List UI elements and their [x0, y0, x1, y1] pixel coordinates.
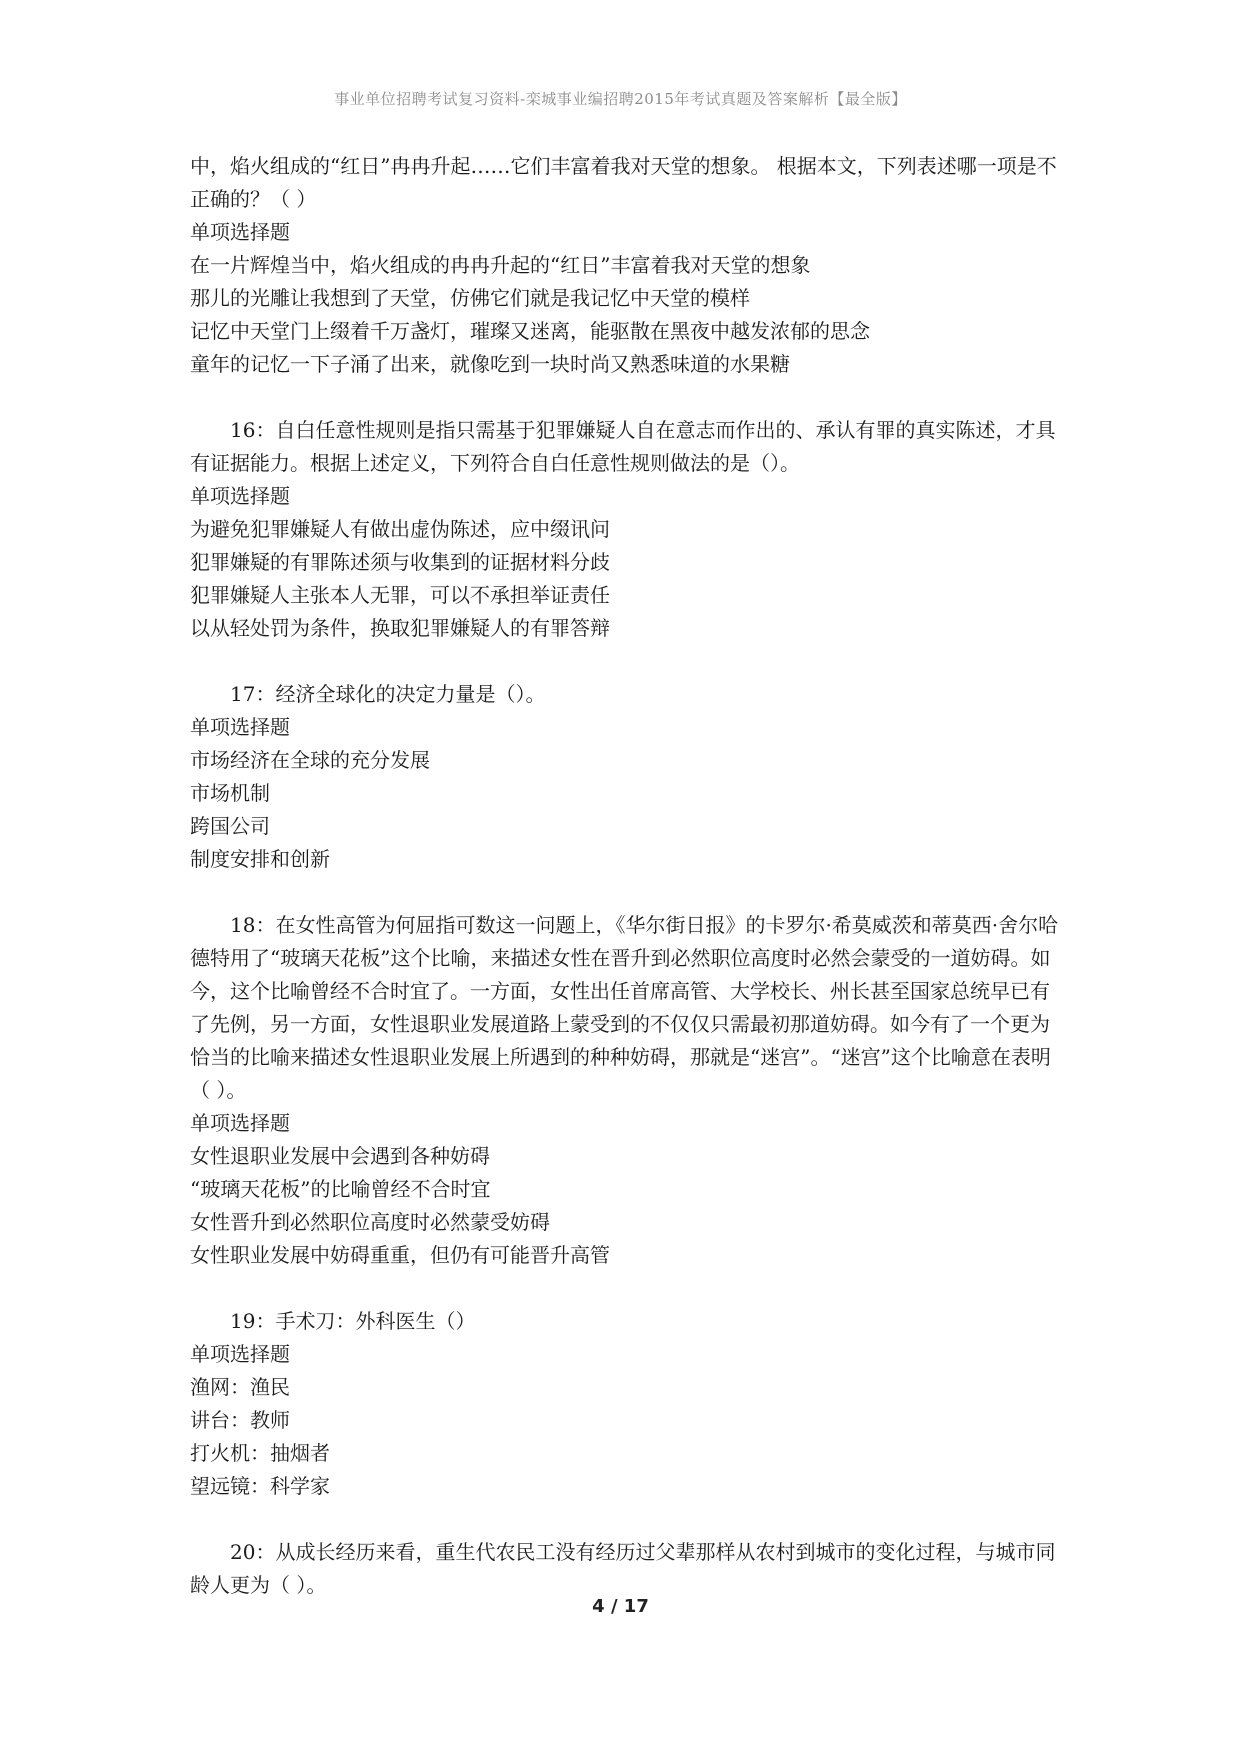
- question-block-19: [190, 1305, 1062, 1503]
- option-b: 讲台：教师: [190, 1408, 290, 1432]
- question-stem: 17：经济全球化的决定力量是（）。: [230, 682, 546, 706]
- option-b: 市场机制: [190, 781, 270, 805]
- page-indicator: 4 / 17: [592, 1596, 649, 1617]
- question-type: 单项选择题: [190, 484, 290, 508]
- document-header: 事业单位招聘考试复习资料-栾城事业编招聘2015年考试真题及答案解析【最全版】: [334, 90, 907, 108]
- option-d: 望远镜：科学家: [190, 1474, 330, 1498]
- question-stem: 19：手术刀：外科医生（）: [230, 1309, 476, 1333]
- question-stem: 16：自白任意性规则是指只需基于犯罪嫌疑人自在意志而作出的、承认有罪的真实陈述，才具有证据能力。根据上述定义，下列符合自白任意性规则做法的是（）。: [190, 418, 1056, 475]
- option-d: 童年的记忆一下子涌了出来，就像吃到一块时尚又熟悉味道的水果糖: [190, 352, 790, 376]
- question-block-carryover: [190, 150, 1062, 381]
- option-c: 跨国公司: [190, 814, 270, 838]
- question-type: 单项选择题: [190, 1111, 290, 1135]
- question-type: 单项选择题: [190, 715, 290, 739]
- option-d: 以从轻处罚为条件，换取犯罪嫌疑人的有罪答辩: [190, 616, 610, 640]
- option-b: 那儿的光雕让我想到了天堂，仿佛它们就是我记忆中天堂的模样: [190, 286, 750, 310]
- question-block-18: [190, 909, 1062, 1272]
- option-a: 在一片辉煌当中，焰火组成的冉冉升起的“红日”丰富着我对天堂的想象: [190, 253, 811, 277]
- option-c: 记忆中天堂门上缀着千万盏灯，璀璨又迷离，能驱散在黑夜中越发浓郁的思念: [190, 319, 870, 343]
- option-c: 打火机：抽烟者: [190, 1441, 330, 1465]
- option-a: 女性退职业发展中会遇到各种妨碍: [190, 1144, 490, 1168]
- option-d: 制度安排和创新: [190, 847, 330, 871]
- question-block-17: [190, 678, 1062, 876]
- option-b: “玻璃天花板”的比喻曾经不合时宜: [190, 1177, 491, 1201]
- question-type: 单项选择题: [190, 1342, 290, 1366]
- option-a: 渔网：渔民: [190, 1375, 290, 1399]
- question-block-16: [190, 414, 1062, 645]
- question-type: 单项选择题: [190, 220, 290, 244]
- option-a: 为避免犯罪嫌疑人有做出虚伪陈述，应中缀讯问: [190, 517, 610, 541]
- option-c: 女性晋升到必然职位高度时必然蒙受妨碍: [190, 1210, 550, 1234]
- option-a: 市场经济在全球的充分发展: [190, 748, 430, 772]
- option-d: 女性职业发展中妨碍重重，但仍有可能晋升高管: [190, 1243, 610, 1267]
- document-body: [190, 150, 1062, 1602]
- option-c: 犯罪嫌疑人主张本人无罪，可以不承担举证责任: [190, 583, 610, 607]
- question-stem: 20：从成长经历来看，重生代农民工没有经历过父辈那样从农村到城市的变化过程，与城市同龄人更为（ ）。: [190, 1540, 1056, 1597]
- question-block-20: [190, 1536, 1062, 1602]
- option-b: 犯罪嫌疑的有罪陈述须与收集到的证据材料分歧: [190, 550, 610, 574]
- question-stem: 中，焰火组成的“红日”冉冉升起……它们丰富着我对天堂的想象。 根据本文，下列表述哪一项是不正确的？（ ）: [190, 154, 1057, 211]
- question-stem: 18：在女性高管为何屈指可数这一问题上，《华尔街日报》的卡罗尔·希莫威茨和蒂莫西·舍尔哈德特用了“玻璃天花板”这个比喻，来描述女性在晋升到必然职位高度时必然会蒙受的一道妨碍。如今，这个比喻曾经不合时宜了。一方面，女性出任首席高管、大学校长、州长甚至国家总统早已有了先例，另一方面，女性退职业发展道路上蒙受到的不仅仅只需最初那道妨碍。如今有了一个更为恰当的比喻来描述女性退职业发展上所遇到的种种妨碍，那就是“迷宫”。“迷宫”这个比喻意在表明（ ）。: [190, 913, 1059, 1102]
